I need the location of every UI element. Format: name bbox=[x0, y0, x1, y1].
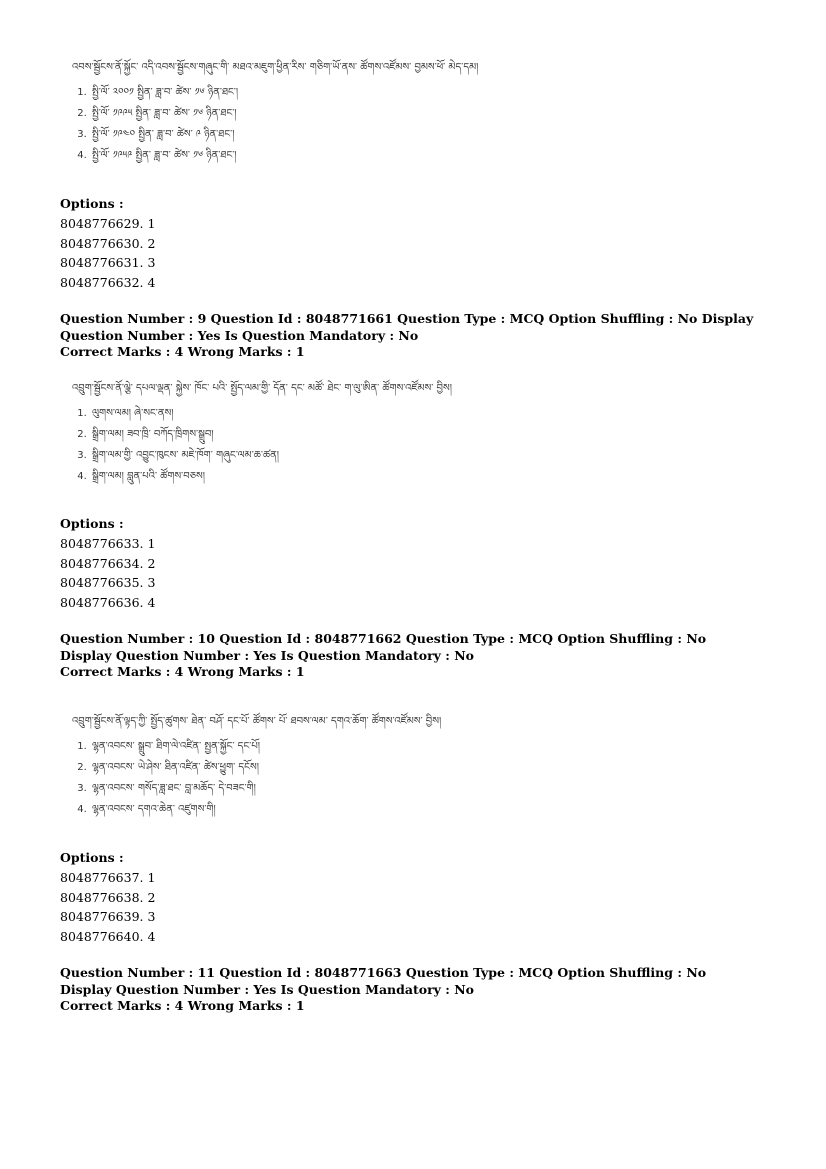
q9-choice: 1. ལུགས་ལམ། ཞེ་སང་ནས། bbox=[90, 403, 760, 424]
q10-header: Question Number : 10 Question Id : 8048771662 Question Type : MCQ Option Shuffling : No Display Question Number : Yes Is Question Mandatory : No bbox=[60, 631, 707, 663]
q10-choice: 1. ལྷན་འབངས་ སྒྲུབ་ ཐིག་ལེ་འཛིན་ སྤྱན་སྐྱོང་ དང་པོ། bbox=[90, 736, 760, 757]
options-label: Options : bbox=[60, 850, 124, 865]
q9-options bbox=[60, 516, 760, 612]
q8-options bbox=[60, 196, 760, 292]
option-id: 8048776635. 3 bbox=[60, 575, 156, 590]
q10-choice: 2. ལྷན་འབངས་ ཡེ་ཤེས་ ཐིན་འཛིན་ ཚེས་ཕྱུག་ དངོས། bbox=[90, 757, 760, 778]
option-id: 8048776638. 2 bbox=[60, 889, 156, 905]
q9-choice-list bbox=[60, 403, 760, 487]
q8-choice: 2. སྤྱི་ལོ་ ༡༩༩༥ སྤྱིན་ ཟླ་བ་ ཚེས་ ༡༦ ཉིན་ཐང་། bbox=[90, 103, 760, 124]
q9-question-body bbox=[60, 378, 760, 487]
q10-question-body bbox=[60, 711, 760, 820]
q10-header-block bbox=[60, 631, 760, 681]
option-id: 8048776629. 1 bbox=[60, 216, 156, 231]
option-id: 8048776634. 2 bbox=[60, 555, 156, 571]
q10-choice: 4. ལྷན་འབངས་ དགའ་ཆེན་ འཛུགས་གི། bbox=[90, 799, 760, 820]
q9-header-block bbox=[60, 311, 760, 361]
q8-choice: 1. སྤྱི་ལོ་ ༢༠༠༡ སྤྱིན་ ཟླ་བ་ ཚེས་ ༡༦ ཉིན་ཐང་། bbox=[90, 82, 760, 103]
option-id: 8048776639. 3 bbox=[60, 909, 156, 924]
options-label: Options : bbox=[60, 196, 124, 211]
q11-header: Question Number : 11 Question Id : 8048771663 Question Type : MCQ Option Shuffling : No Display Question Number : Yes Is Question Mandatory : No bbox=[60, 965, 707, 997]
option-id: 8048776640. 4 bbox=[60, 928, 156, 944]
q8-question-body bbox=[60, 57, 760, 166]
option-id: 8048776630. 2 bbox=[60, 235, 156, 251]
q10-choice: 3. ལྷན་འབངས་ གསོད་ཟླ་ཐང་ བླ་མཆོད་ དེ་བཟང་གི། bbox=[90, 778, 760, 799]
option-id: 8048776632. 4 bbox=[60, 274, 156, 290]
q9-choice: 2. སྒྲིག་ལམ། ཟབ་ཁྲི་ བཀོད་ཁྲིགས་སྒྲུབ། bbox=[90, 424, 760, 445]
q11-marks: Correct Marks : 4 Wrong Marks : 1 bbox=[60, 998, 305, 1013]
q10-choice-list bbox=[60, 736, 760, 820]
q8-choice: 3. སྤྱི་ལོ་ ༡༩༤༠ སྤྱིན་ ཟླ་བ་ ཚེས་ ༩ ཉིན་ཐང་། bbox=[90, 124, 760, 145]
q10-stem: འབྲུག་སྦྱོངས་ནོ་ལྟད་ཀྱི་ སྤྱོད་ཚུགས་ ཐེན་ བཤོ་ དང་པོ་ ཚོགས་ པོ་ ཐབས་ལམ་ དགའ་ཆོག་ ཚོགས་འཛོམས་ བྱིས། bbox=[72, 716, 442, 727]
option-id: 8048776631. 3 bbox=[60, 255, 156, 270]
option-id: 8048776636. 4 bbox=[60, 594, 156, 610]
q10-options bbox=[60, 850, 760, 946]
q9-marks: Correct Marks : 4 Wrong Marks : 1 bbox=[60, 344, 305, 359]
q9-stem: འབྲུག་སྦྱོངས་ནོ་ལྕེ་ དཔལ་ལྡན་ སྐྱེས་ ཁོང་ པའི་ སྤྱོད་ལམ་གྱི་ དོན་ དང་ མཚོ་ ཐེང་ ག་ལུ་ཨིན་ ཚོགས་འཛོམས་ བྱིས། bbox=[72, 383, 452, 394]
options-label: Options : bbox=[60, 516, 124, 531]
option-id: 8048776637. 1 bbox=[60, 870, 156, 885]
q8-stem: འབས་སྦྱོངས་ནོ་སྐྱོང་ འདི་འབས་སྦྱོངས་གཞུང་གི་ མཐའ་མཇུག་ཕྱིན་རིས་ གཅིག་ཡོ་ནས་ ཚོགས་འཛོམས་ བྱམས་ཕོ་ མེད་དམ། bbox=[72, 62, 479, 73]
q8-choice-list bbox=[60, 82, 760, 166]
q8-choice: 4. སྤྱི་ལོ་ ༡༩༥༩ སྤྱིན་ ཟླ་བ་ ཚེས་ ༡༦ ཉིན་ཐང་། bbox=[90, 145, 760, 166]
q10-marks: Correct Marks : 4 Wrong Marks : 1 bbox=[60, 664, 305, 679]
q11-header-block bbox=[60, 965, 760, 1015]
q9-choice: 3. སྒྲིག་ལམ་གྱི་ འབྱུང་ཁུངས་ མཇེ་ཁོག་ གཞུང་ལམ་ཆ་ཚན། bbox=[90, 445, 760, 466]
q9-choice: 4. སྒྲིག་ལམ། བླུན་པའི་ ཚོགས་བཅས། bbox=[90, 466, 760, 487]
q9-header: Question Number : 9 Question Id : 8048771661 Question Type : MCQ Option Shuffling : No Display Question Number : Yes Is Question Mandatory : No bbox=[60, 311, 754, 343]
option-id: 8048776633. 1 bbox=[60, 536, 156, 551]
